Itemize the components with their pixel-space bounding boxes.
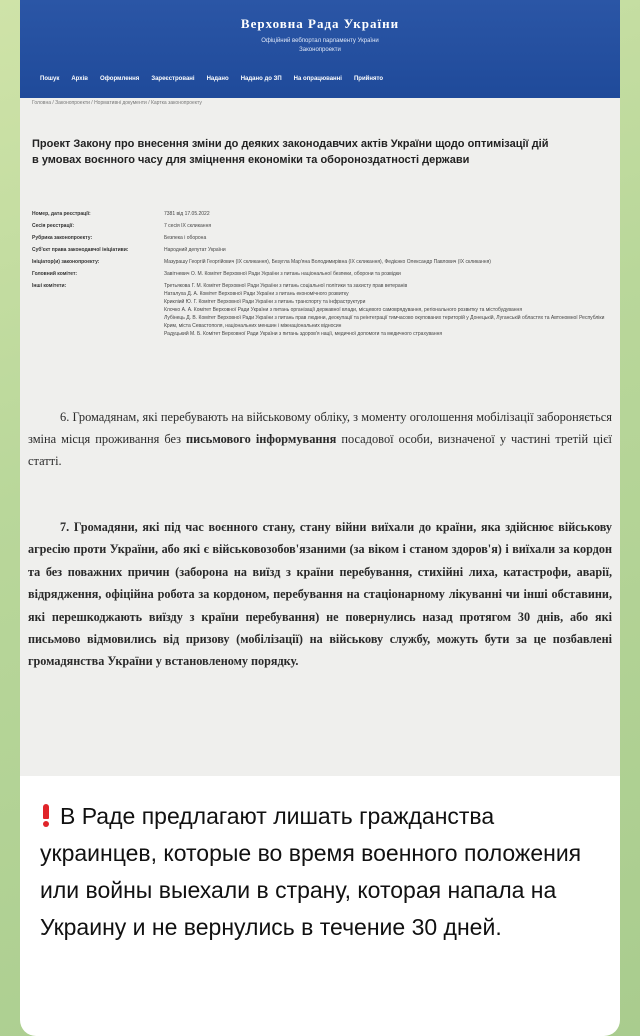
nav-item: Прийнято [353,76,383,82]
caption-text: В Раде предлагают лишать гражданства украинцев, которые во время военного положения или войны выехали в страну, которая напала на Украину и не вернулись в течение 30 дней. [40,803,582,940]
law-paragraph-6 [28,406,612,472]
meta-label: Номер, дата реєстрації: [32,211,91,217]
meta-row [32,246,607,254]
meta-value [164,258,607,266]
meta-row [32,258,607,266]
meta-row [32,282,607,338]
message-caption [40,798,605,946]
nav-item: Надано до ЗП [240,76,282,82]
site-section: Законопроекти [299,47,341,53]
meta-line: 7 сесія IX скликання [164,223,212,229]
para6-text: 6. Громадянам, які перебувають на військовому обліку, з моменту оголошення мобілізації забороняється зміна місця проживання без [28,410,612,446]
meta-line: Завітневич О. М. Комітет Верховної Ради України з питань національної безпеки, оборони та розвідки [164,271,401,277]
meta-line: Радуцький М. Б. Комітет Верховної Ради України з питань здоров'я нації, медичної допомоги та медичного страхування [164,331,443,337]
site-header [20,0,620,98]
meta-value [164,234,607,242]
nav-item: На опрацюванні [293,76,342,82]
document-meta [32,210,607,342]
document-photo[interactable] [20,0,620,776]
meta-label: Інші комітети: [32,283,67,289]
nav-item: Архів [71,76,88,82]
nav-item: Зареєстровані [151,76,195,82]
site-subtitle: Офіційний вебпортал парламенту України [261,38,379,44]
meta-value [164,282,607,338]
nav-item: Оформлення [99,76,140,82]
exclamation-icon [40,803,52,827]
message-bubble [20,0,620,1036]
meta-label: Ініціатор(и) законопроекту: [32,259,100,265]
meta-value [164,246,607,254]
meta-row [32,270,607,278]
breadcrumb: Головна / Законопроекти / Нормативні документи / Картка законопроекту [32,100,202,106]
nav-item: Пошук [40,76,60,82]
para6-end: посадової особи, визначеної у частині третій цієї статті. [28,432,612,468]
para7-text: 7. Громадяни, які під час воєнного стану, стану війни виїхали до країни, яка здійснює військову агресію проти України, або які є військовозобов'язаними (за віком і станом здоров'я) і виїхали за кордон та без поважних причин (заборона на виїзд з країни перебування, стихійні лиха, катастрофи, аварії, відрядження, офіційна робота за кордоном, перебування на стаціонарному лікуванні чи інші обставини, які перешкоджають виїзду з країни перебування) не повернулись назад протягом 30 днів, або які письмово відмовились від призову (мобілізації) на військову службу, можуть бути за це позбавлені громадянства України у встановленому порядку. [28,520,612,669]
meta-value [164,210,607,218]
meta-row [32,234,607,242]
meta-label: Суб'єкт права законодавчої ініціативи: [32,247,129,253]
site-title: Верховна Рада України [240,16,400,31]
document-title: Проект Закону про внесення зміни до деяких законодавчих актів України щодо оптимізації дій в умовах воєнного часу для зміцнення економіки та обороноздатності держави [32,138,549,166]
meta-line: Третьякова Г. М. Комітет Верховної Ради України з питань соціальної політики та захисту прав ветеранів [164,283,408,289]
meta-value [164,222,607,230]
meta-line: Народний депутат України [164,247,226,253]
meta-line: Наталуха Д. А. Комітет Верховної Ради України з питань економічного розвитку [164,291,349,297]
law-paragraph-7 [28,516,612,673]
meta-label: Сесія реєстрації: [32,223,74,229]
meta-line: Лубінець Д. В. Комітет Верховної Ради України з питань прав людини, деокупації та реінтеграції тимчасово окупованих територій у Донецькій, Луганській областях та Автономної Республіки Крим, міста Севастополя, національних меншин і міжнаціональних відносин [164,315,605,329]
meta-line: Безпека і оборона [164,235,207,241]
meta-row [32,222,607,230]
meta-line: Крикліий Ю. Г. Комітет Верховної Ради України з питань транспорту та інфраструктури [164,299,366,305]
meta-line: Мазурашу Георгій Георгійович (IX скликання), Безугла Мар'яна Володимирівна (IX скликання), Федієнко Олександр Павлович (IX скликання) [164,259,491,265]
para6-bold: письмового інформування [186,432,337,446]
meta-line: 7381 від 17.05.2022 [164,211,210,217]
nav-item: Надано [206,76,229,82]
meta-label: Головний комітет: [32,271,78,277]
site-nav [40,76,383,82]
meta-row [32,210,607,218]
meta-line: Клочко А. А. Комітет Верховної Ради України з питань організації державної влади, місцевого самоврядування, регіонального розвитку та містобудування [164,307,523,313]
meta-value [164,270,607,278]
meta-label: Рубрика законопроекту: [32,235,93,241]
